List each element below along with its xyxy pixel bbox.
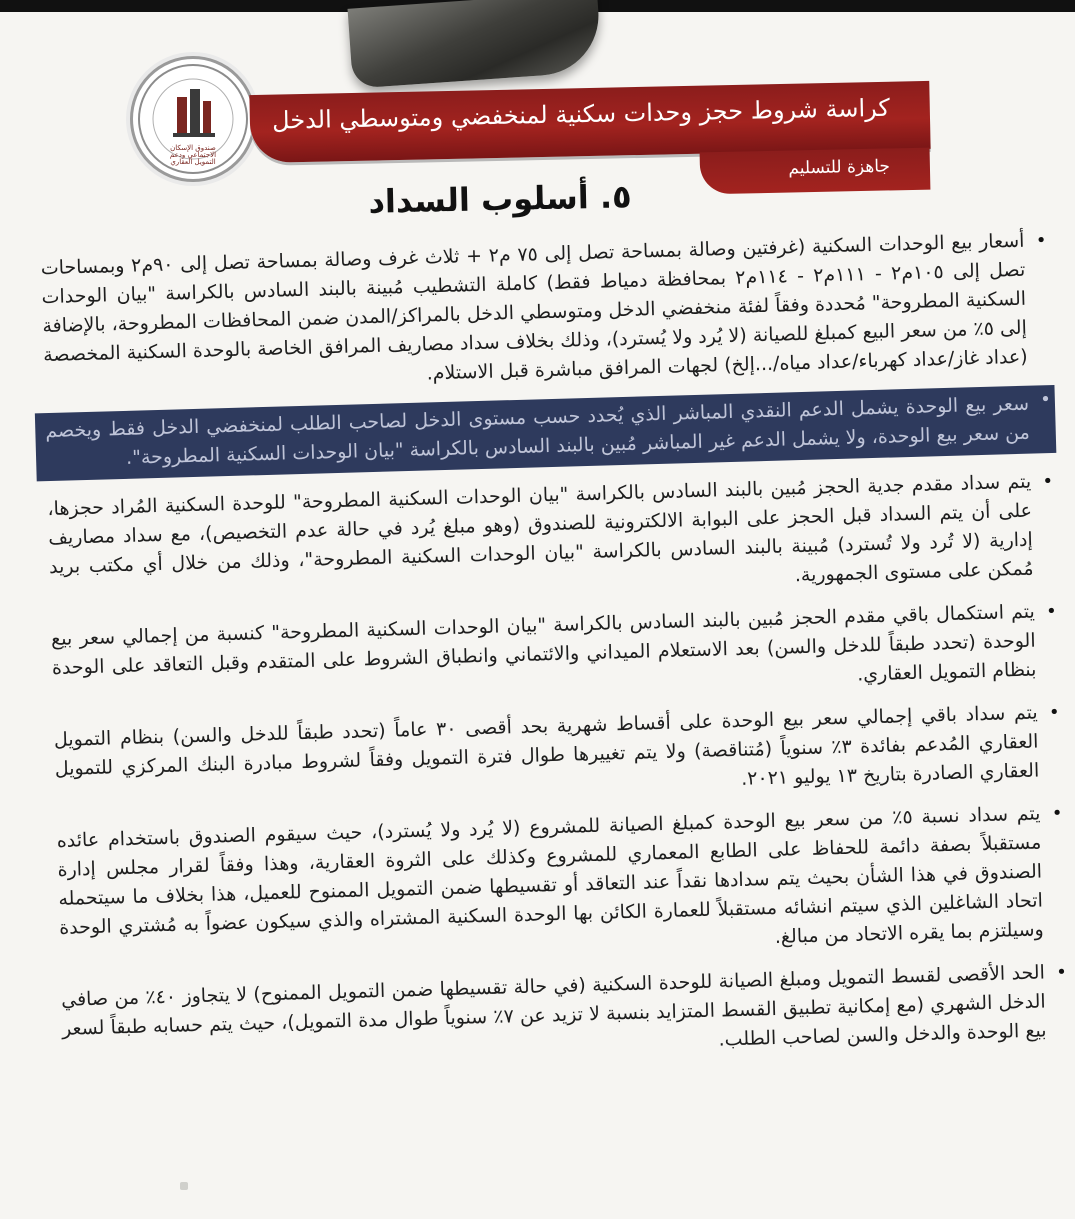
photo-object-shadow <box>348 0 603 89</box>
paragraph-remaining-deposit <box>51 597 1063 712</box>
paragraph-installments <box>54 698 1066 813</box>
logo-text: صندوق الإسكان الاجتماعي ودعم التمويل العقاري <box>169 144 217 166</box>
banner-title: كراسة شروط حجز وحدات سكنية لمنخفضي ومتوسطي الدخل <box>271 93 891 135</box>
bullet-icon: • <box>1042 471 1054 493</box>
paragraph-support-highlight <box>35 385 1057 481</box>
document-body <box>40 226 1073 1087</box>
paragraph-text: سعر بيع الوحدة يشمل الدعم النقدي المباشر الذي يُحدد حسب مستوى الدخل لصاحب الطلب لمنخفضي الدخل فقط ويخصم من سعر بيع الوحدة، ولا يشمل الدعم غير المباشر مُبين بالبند السادس بالكراسة "بيان الوحدات السكنية المطروحة". <box>45 392 1031 469</box>
paragraph-max-installment <box>61 958 1073 1073</box>
paragraph-text: الحد الأقصى لقسط التمويل ومبلغ الصيانة للوحدة السكنية (في حالة تقسيطها ضمن التمويل الممنوح) لا يتجاوز ٤٠٪ من صافي الدخل الشهري (مع إمكانية تطبيق القسط المتزايد بنسبة لا تزيد عن ٧٪ سنوياً طوال مدة التمويل)، حيث يتم حسابه طبقاً لسعر بيع الوحدة والدخل والسن لصاحب الطلب. <box>60 961 1047 1051</box>
paragraph-maintenance <box>56 799 1070 972</box>
subtitle-banner <box>700 148 931 195</box>
section-title: ٥. أسلوب السداد <box>368 177 632 221</box>
paragraph-text: يتم سداد نسبة ٥٪ من سعر بيع الوحدة كمبلغ الصيانة للمشروع (لا يُرد ولا يُسترد)، حيث سيقوم الصندوق باستخدام عائده مستقبلاً بصفة دائمة للحفاظ على الطابع المعماري للمشروع وكذلك على الثروة العقارية، وهذا وفقاً لقرار مجلس إدارة الصندوق في هذا الشأن بحيث يتم سدادها نقداً عند التعاقد أو تقسيطها ضمن التمويل الممنوح للعميل، هذا بخلاف ما سيتحمله اتحاد الشاغلين الذي سيتم انشائه مستقبلاً للعمارة الكائن بها الوحدة السكنية المشتراه والذي سيكون عضواً به مُشتري الوحدة وسيلتزم بما يقره الاتحاد من مبالغ. <box>56 802 1044 948</box>
paragraph-text: يتم استكمال باقي مقدم الحجز مُبين بالبند السادس بالكراسة "بيان الوحدات السكنية المطروحة" كنسبة من إجمالي سعر بيع الوحدة (تحدد طبقاً للدخل والسن) بعد الاستعلام الميداني والائتماني وانطباق الشروط على المتقدم وقبل التعاقد على الوحدة بنظام التمويل العقاري. <box>50 600 1037 686</box>
paragraph-text: يتم سداد مقدم جدية الحجز مُبين بالبند السادس بالكراسة "بيان الوحدات السكنية المطروحة" للوحدة السكنية المُراد حجزها، على أن يتم السداد قبل الحجز على البوابة الالكترونية للصندوق (وهو مبلغ يُرد في حالة عدم التخصيص)، مع سداد مصاريف إدارية (لا تُرد ولا تُسترد) مُبينة بالبند السادس بالكراسة "بيان الوحدات السكنية المطروحة"، وذلك من خلال أي مكتب بريد مُمكن على مستوى الجمهورية. <box>47 470 1034 587</box>
paragraph-prices <box>40 226 1054 399</box>
paragraph-text: أسعار بيع الوحدات السكنية (غرفتين وصالة بمساحة تصل إلى ٧٥ م٢ + ثلاث غرف وصالة بمساحة تصل إلى ٩٠م٢ وبمساحات تصل إلى ١٠٥م٢ - ١١١م٢ - ١١٤م٢ بمحافظة دمياط فقط) كاملة التشطيب مُبينة بالبند السادس بالكراسة "بيان الوحدات السكنية المطروحة" مُحددة وفقاً لفئة منخفضي الدخل ومتوسطي الدخل بالمراكز/المدن ضمن المحافظات المطروحة، بالإضافة إلى ٥٪ من سعر البيع كمبلغ للصيانة (لا يُرد ولا يُسترد)، وذلك بخلاف سداد مصاريف المرافق الخاصة بالوحدة السكنية المخصصة (عداد غاز/عداد كهرباء/عداد مياه/...إلخ) لجهات المرافق مباشرة قبل الاستلام. <box>40 229 1028 385</box>
bullet-icon: • <box>1048 701 1060 724</box>
paragraph-text: يتم سداد باقي إجمالي سعر بيع الوحدة على أقساط شهرية بحد أقصى ٣٠ عاماً (تحدد طبقاً للدخل والسن) بنظام التمويل العقاري المُدعم بفائدة ٣٪ سنوياً (مُتناقصة) ولا يتم تغييرها طوال فترة التمويل وفقاً لشروط مبادرة البنك المركزي للتمويل العقاري الصادرة بتاريخ ١٣ يوليو ٢٠٢١. <box>53 701 1040 790</box>
bullet-icon: • <box>1035 230 1047 252</box>
bullet-icon: • <box>1045 600 1058 623</box>
banner-subtitle: جاهزة للتسليم <box>788 156 891 179</box>
bullet-icon: • <box>1039 389 1052 411</box>
bullet-icon: • <box>1051 802 1063 825</box>
fund-logo <box>130 56 256 182</box>
page-mark <box>180 1182 188 1190</box>
paragraph-deposit <box>47 467 1060 611</box>
bullet-icon: • <box>1055 961 1068 984</box>
